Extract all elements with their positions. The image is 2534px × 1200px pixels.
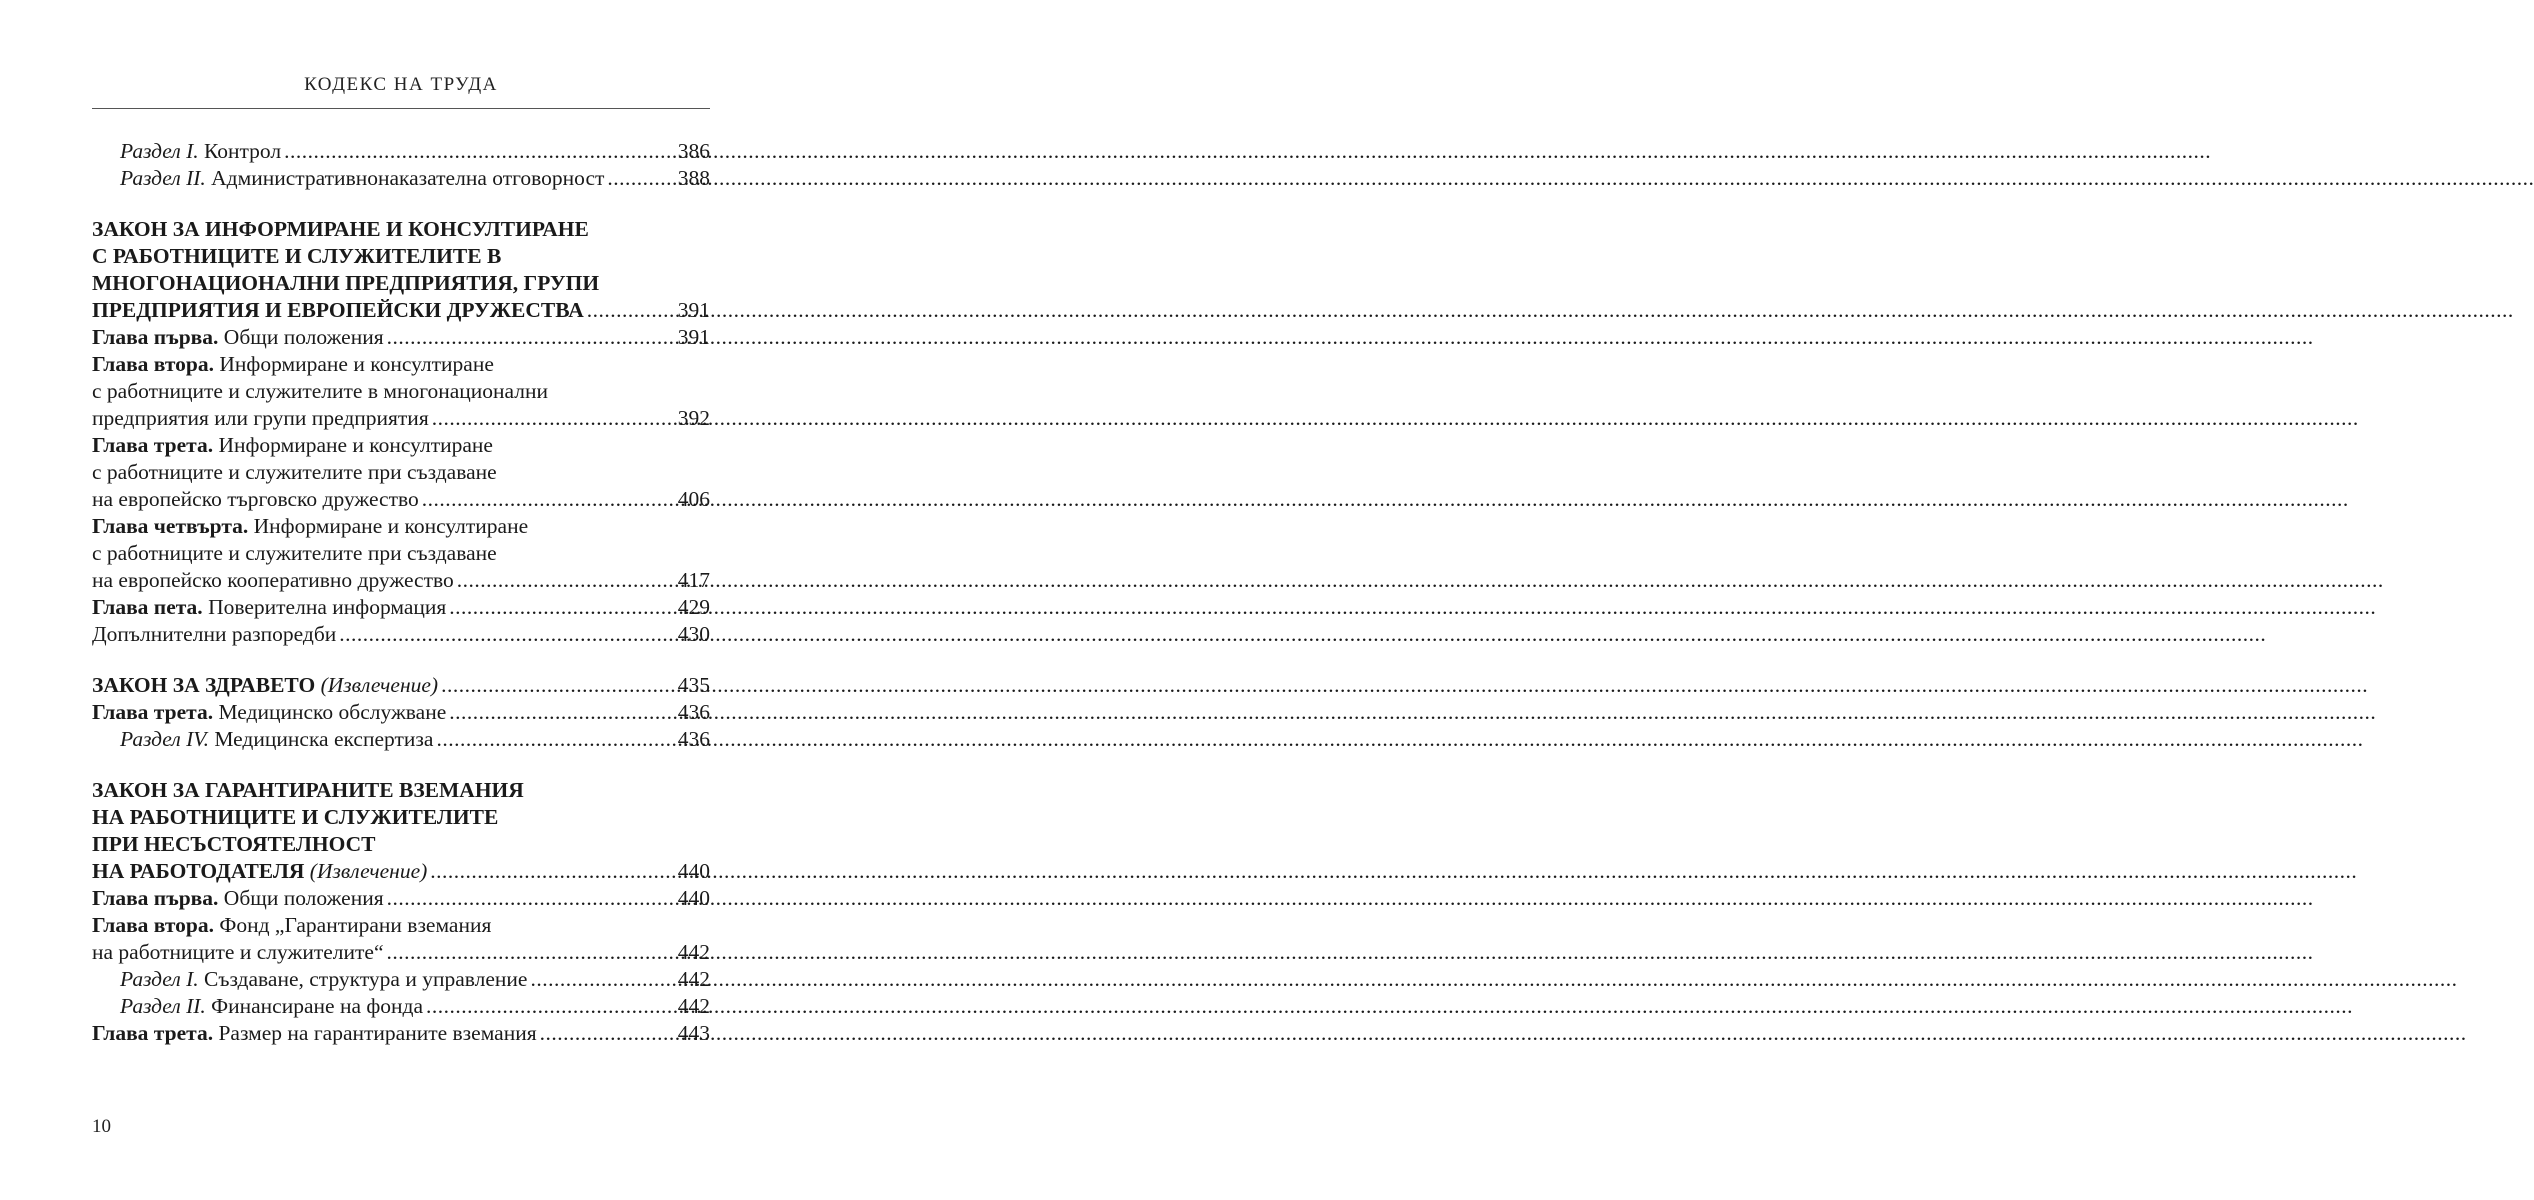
chapter-label: Глава трета. <box>92 433 214 457</box>
page-number: 436 <box>677 727 710 751</box>
law-title-line: ПРИ НЕСЪСТОЯТЕЛНОСТ <box>92 832 376 856</box>
chapter-label: Глава трета. <box>92 1021 214 1045</box>
page-number: 388 <box>677 166 710 190</box>
dot-leader <box>457 567 677 594</box>
dot-leader <box>540 1020 677 1047</box>
entry-text: Общи положения <box>218 325 384 349</box>
chapter-label: Глава пета. <box>92 595 203 619</box>
chapter-label: Глава първа. <box>92 325 219 349</box>
law-title-last-line: НА РАБОТОДАТЕЛЯ <box>92 859 305 883</box>
running-title: КОДЕКС НА ТРУДА <box>304 74 498 95</box>
entry-text: Информиране и консултиране <box>248 514 529 538</box>
entry-text: Медицинско обслужване <box>213 700 447 724</box>
dot-leader <box>587 297 677 324</box>
section-prefix: Раздел II. <box>120 994 206 1018</box>
dot-leader <box>432 405 677 432</box>
toc-entry-chapter-2-line-3[interactable] <box>92 405 710 432</box>
toc-entry-chapter-3-line-2: с работниците и служителите при създаване <box>92 460 497 484</box>
table-of-contents <box>92 138 710 1047</box>
page-folio: 10 <box>92 1116 111 1137</box>
dot-leader <box>430 858 676 885</box>
toc-entry-section-2-financing[interactable] <box>92 993 710 1020</box>
page-number: 440 <box>677 859 710 883</box>
toc-entry-section-1-control[interactable] <box>92 138 710 165</box>
toc-entry-chapter-4-line-1[interactable] <box>92 513 710 540</box>
page-number: 436 <box>677 700 710 724</box>
section-prefix: Раздел I. <box>120 967 199 991</box>
page-number: 440 <box>677 886 710 910</box>
page-number: 391 <box>677 325 710 349</box>
entry-text: Поверителна информация <box>202 595 447 619</box>
toc-entry-chapter-2-line-1[interactable] <box>92 351 710 378</box>
chapter-label: Глава четвърта. <box>92 514 249 538</box>
toc-entry-chapter-4-line-3[interactable] <box>92 567 710 594</box>
spacer <box>92 648 710 672</box>
law-title-last-line: ПРЕДПРИЯТИЯ И ЕВРОПЕЙСКИ ДРУЖЕСТВА <box>92 298 584 322</box>
toc-entry-law-information-consultation[interactable] <box>92 297 710 324</box>
dot-leader <box>607 165 676 192</box>
toc-entry-chapter-3-amount[interactable] <box>92 1020 710 1047</box>
entry-text: Контрол <box>198 139 282 163</box>
section-prefix: Раздел II. <box>120 166 206 190</box>
dot-leader <box>530 966 676 993</box>
dot-leader <box>449 699 676 726</box>
toc-entry-chapter-3-line-1[interactable] <box>92 432 710 459</box>
law-title-line: С РАБОТНИЦИТЕ И СЛУЖИТЕЛИТЕ В <box>92 244 502 268</box>
toc-entry-chapter-3-medical[interactable] <box>92 699 710 726</box>
entry-text: Административнонаказателна отговорност <box>205 166 605 190</box>
toc-entry-chapter-2-fund-line-1[interactable] <box>92 912 710 939</box>
page-number: 417 <box>677 568 710 592</box>
dot-leader <box>422 486 677 513</box>
dot-leader <box>436 726 676 753</box>
header-rule <box>92 108 710 109</box>
dot-leader <box>387 324 677 351</box>
toc-entry-section-2-liability[interactable] <box>92 165 710 192</box>
toc-entry-chapter-2-line-2: с работниците и служителите в многонационални <box>92 379 549 403</box>
toc-entry-chapter-2-fund-line-2[interactable] <box>92 939 710 966</box>
toc-entry-law-guaranteed-claims[interactable] <box>92 858 710 885</box>
toc-entry-chapter-5[interactable] <box>92 594 710 621</box>
law-title-line: ЗАКОН ЗА ГАРАНТИРАНИТЕ ВЗЕМАНИЯ <box>92 778 524 802</box>
toc-entry-section-1-establishment[interactable] <box>92 966 710 993</box>
excerpt-note: (Извлечение) <box>315 673 439 697</box>
section-prefix: Раздел I. <box>120 139 199 163</box>
page-number: 386 <box>677 139 710 163</box>
law-title-line: ЗАКОН ЗА ИНФОРМИРАНЕ И КОНСУЛТИРАНЕ <box>92 217 589 241</box>
entry-text: на работниците и служителите“ <box>92 940 384 964</box>
entry-text: на европейско кооперативно дружество <box>92 568 454 592</box>
entry-text: Общи положения <box>218 886 384 910</box>
toc-entry-law-health[interactable] <box>92 672 710 699</box>
entry-text: Информиране и консултиране <box>213 433 493 457</box>
dot-leader <box>441 672 677 699</box>
page-number: 442 <box>677 967 710 991</box>
law-title-line: НА РАБОТНИЦИТЕ И СЛУЖИТЕЛИТЕ <box>92 805 499 829</box>
page-number: 392 <box>677 406 710 430</box>
toc-entry-section-4-expertise[interactable] <box>92 726 710 753</box>
toc-entry-additional-provisions[interactable] <box>92 621 710 648</box>
chapter-label: Глава втора. <box>92 352 214 376</box>
section-prefix: Раздел IV. <box>120 727 209 751</box>
entry-text: предприятия или групи предприятия <box>92 406 429 430</box>
toc-entry-chapter-4-line-2: с работниците и служителите при създаване <box>92 541 497 565</box>
entry-text: Информиране и консултиране <box>214 352 494 376</box>
toc-entry-chapter-1[interactable] <box>92 324 710 351</box>
entry-text: Размер на гарантираните вземания <box>213 1021 537 1045</box>
page-number: 443 <box>677 1021 710 1045</box>
law-title: ЗАКОН ЗА ЗДРАВЕТО <box>92 673 316 697</box>
page-number: 442 <box>677 940 710 964</box>
dot-leader <box>449 594 676 621</box>
page-number: 406 <box>677 487 710 511</box>
dot-leader <box>426 993 677 1020</box>
chapter-label: Глава трета. <box>92 700 214 724</box>
spacer <box>92 753 710 777</box>
entry-text: Допълнителни разпоредби <box>92 622 337 646</box>
entry-text: Медицинска експертиза <box>208 727 434 751</box>
page-number: 391 <box>677 298 710 322</box>
page-number: 442 <box>677 994 710 1018</box>
entry-text: Фонд „Гарантирани вземания <box>214 913 492 937</box>
dot-leader <box>339 621 676 648</box>
chapter-label: Глава първа. <box>92 886 219 910</box>
excerpt-note: (Извлечение) <box>304 859 428 883</box>
law-title-line: МНОГОНАЦИОНАЛНИ ПРЕДПРИЯТИЯ, ГРУПИ <box>92 271 600 295</box>
page-number: 435 <box>677 673 710 697</box>
dot-leader <box>387 939 677 966</box>
entry-text: Създаване, структура и управление <box>198 967 528 991</box>
dot-leader <box>387 885 677 912</box>
toc-entry-chapter-1-general[interactable] <box>92 885 710 912</box>
entry-text: Финансиране на фонда <box>205 994 424 1018</box>
chapter-label: Глава втора. <box>92 913 214 937</box>
page-number: 430 <box>677 622 710 646</box>
spacer <box>92 192 710 216</box>
toc-entry-chapter-3-line-3[interactable] <box>92 486 710 513</box>
page-number: 429 <box>677 595 710 619</box>
entry-text: на европейско търговско дружество <box>92 487 419 511</box>
dot-leader <box>284 138 677 165</box>
